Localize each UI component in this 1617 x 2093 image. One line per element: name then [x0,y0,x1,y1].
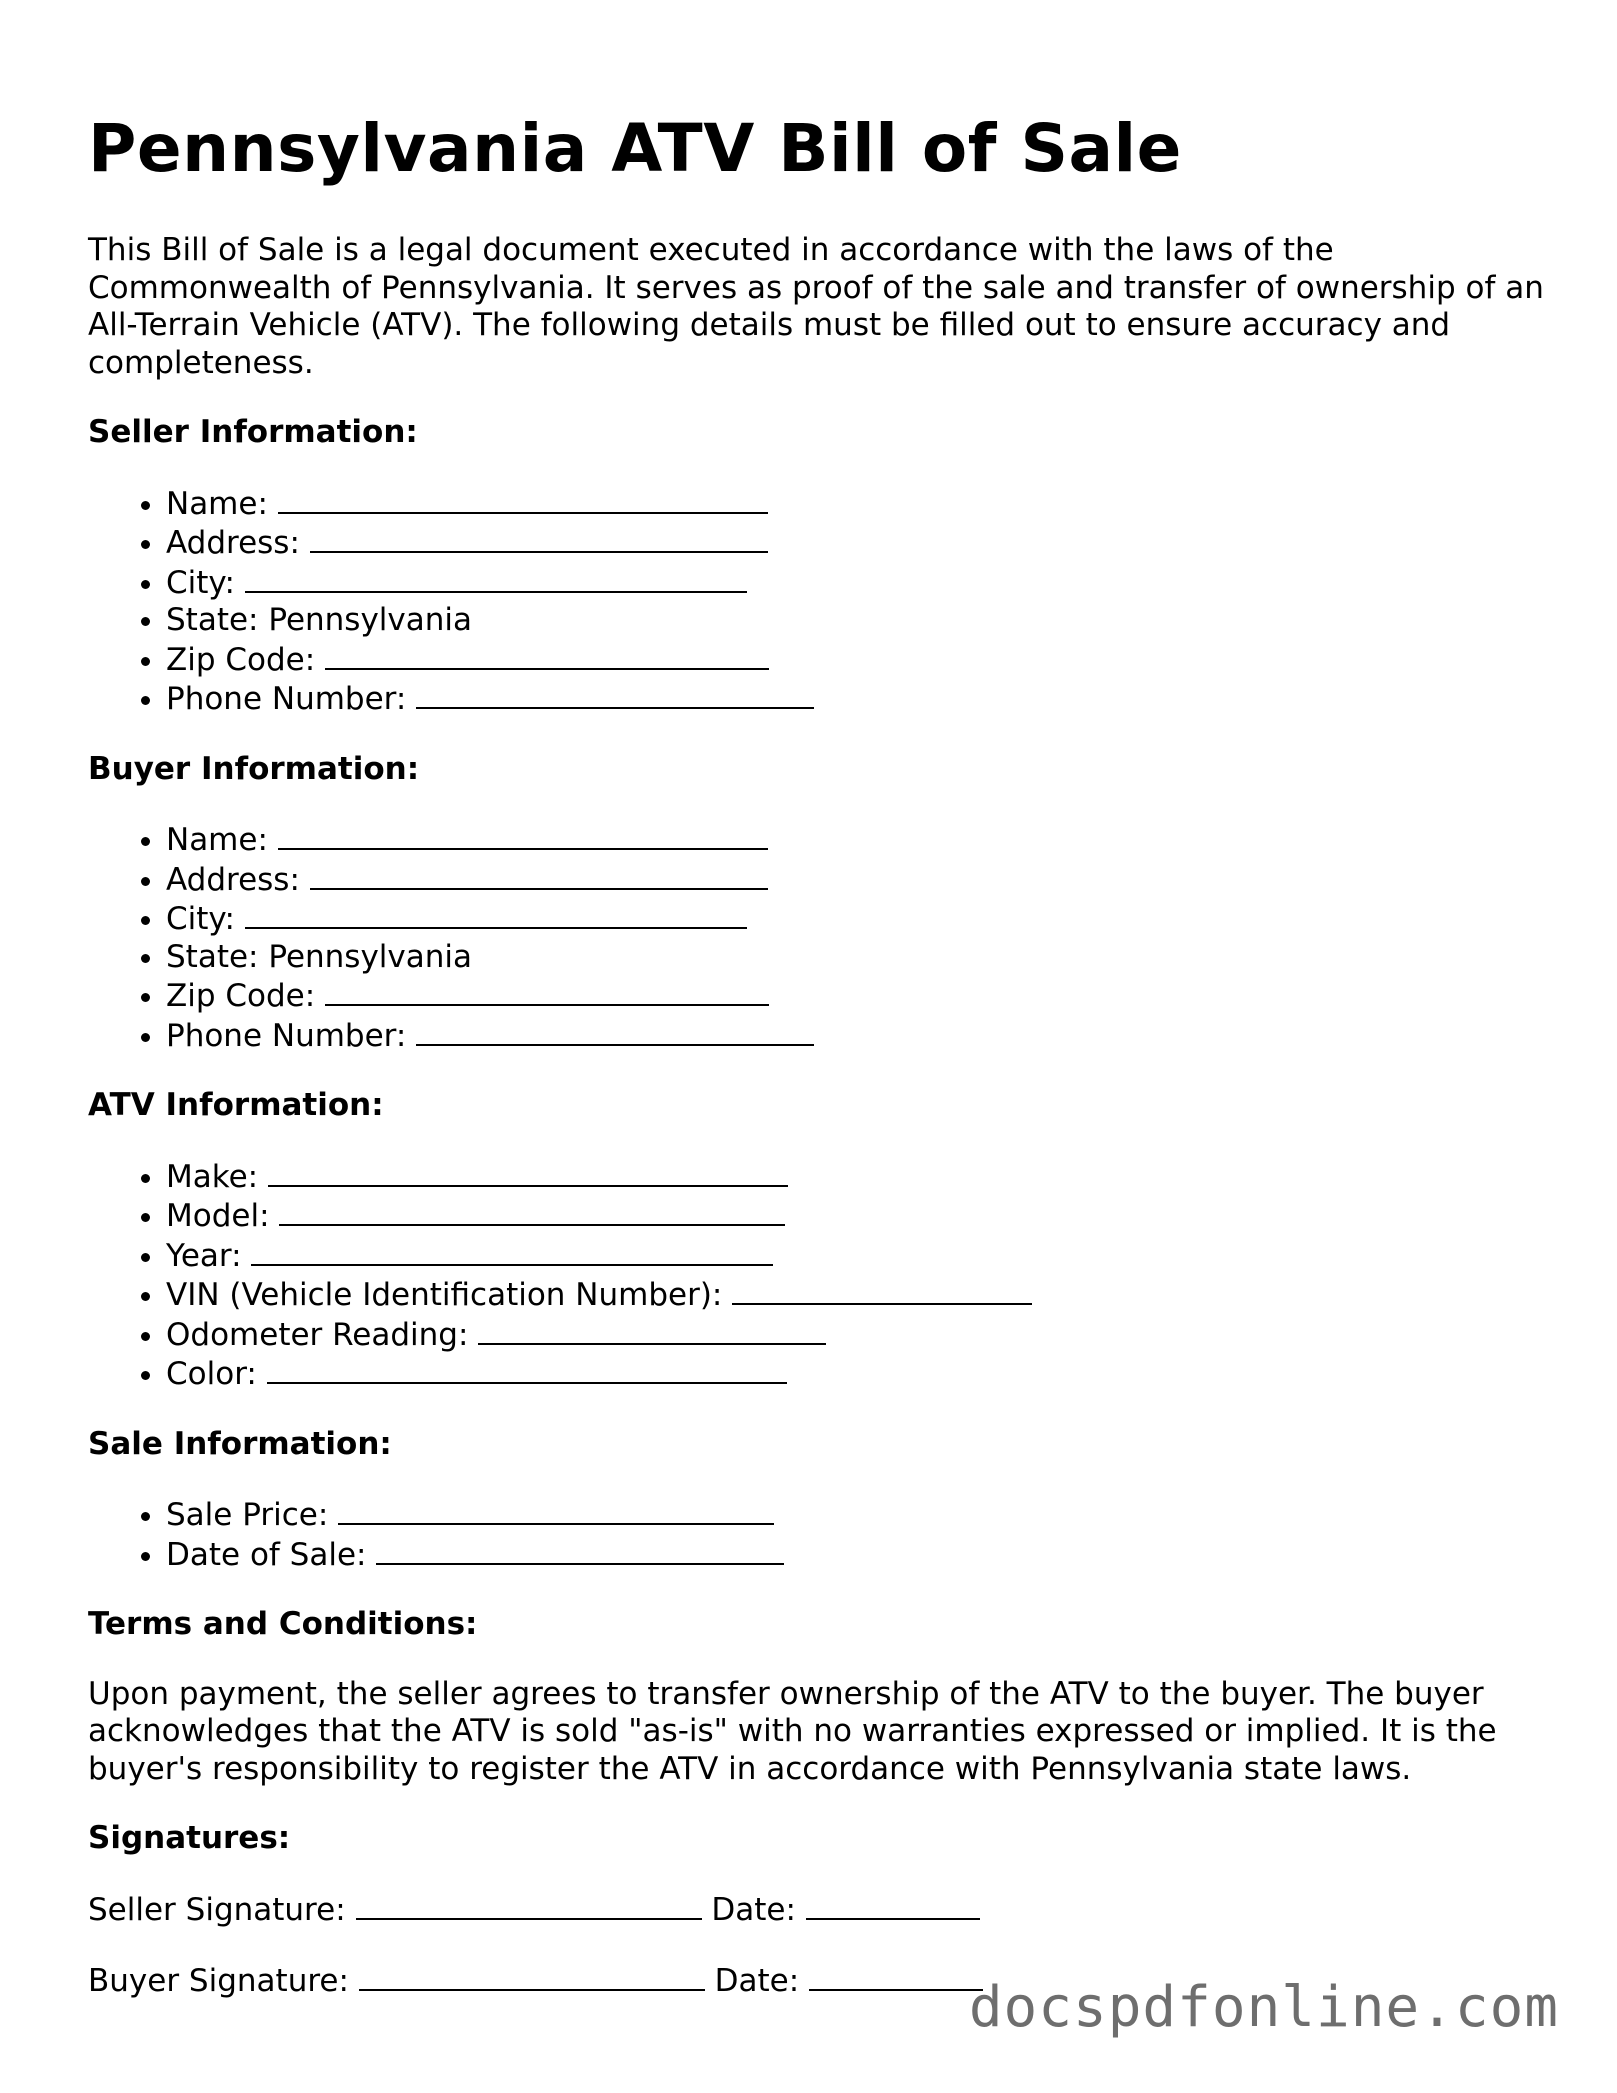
atv-color-label: Color: [166,1356,267,1392]
seller-name-item [166,484,1548,524]
buyer-state-item [166,939,1548,977]
sale-price-label: Sale Price: [166,1497,339,1533]
seller-signature-label: Seller Signature: [88,1891,356,1928]
atv-field-list [88,1157,1548,1394]
buyer-city-item [166,899,1548,939]
buyer-phone-field[interactable] [416,1016,814,1046]
seller-city-field[interactable] [245,563,747,593]
seller-date-field[interactable] [806,1890,980,1920]
seller-section [88,414,1548,719]
sale-date-field[interactable] [376,1535,784,1565]
atv-color-field[interactable] [267,1354,787,1384]
buyer-zip-field[interactable] [325,976,769,1006]
atv-model-label: Model: [166,1198,280,1234]
sale-field-list [88,1495,1548,1574]
seller-city-label: City: [166,564,245,601]
atv-odometer-label: Odometer Reading: [166,1316,479,1353]
buyer-state-label: State: Pennsylvania [166,938,473,975]
seller-phone-label: Phone Number: [166,681,417,717]
sale-section [88,1426,1548,1575]
seller-name-field[interactable] [278,484,768,514]
seller-field-list [88,484,1548,719]
sale-price-field[interactable] [338,1495,774,1525]
seller-date-label: Date: [701,1891,806,1928]
seller-address-item [166,523,1548,563]
atv-vin-item [166,1275,1548,1315]
buyer-address-label: Address: [166,861,310,898]
atv-model-field[interactable] [279,1196,785,1226]
terms-paragraph: Upon payment, the seller agrees to transfer ownership of the ATV to the buyer. The buyer acknowledges that the ATV is sold "as-is" with no warranties expressed or implied. It is the buyer's responsibility to register the ATV in accordance with Pennsylvania state laws. [88,1675,1497,1787]
sale-date-item [166,1535,1548,1575]
seller-signature-line [88,1890,1548,1930]
sale-heading: Sale Information: [88,1425,392,1462]
atv-year-label: Year: [166,1237,252,1274]
buyer-name-field[interactable] [278,820,768,850]
buyer-heading: Buyer Information: [88,750,420,787]
seller-city-item [166,563,1548,603]
sale-price-item [166,1495,1548,1535]
seller-zip-label: Zip Code: [166,641,326,678]
buyer-zip-item [166,976,1548,1016]
terms-heading: Terms and Conditions: [88,1606,478,1642]
buyer-address-field[interactable] [310,860,768,890]
buyer-name-item [166,820,1548,860]
buyer-city-label: City: [166,901,245,937]
atv-section [88,1087,1548,1394]
document-page [88,104,1548,2001]
buyer-city-field[interactable] [245,899,747,929]
buyer-phone-label: Phone Number: [166,1017,417,1054]
page-title: Pennsylvania ATV Bill of Sale [88,110,1182,187]
seller-state-label: State: Pennsylvania [166,602,473,638]
buyer-phone-item [166,1016,1548,1056]
buyer-section [88,751,1548,1056]
signatures-section [88,1820,1548,2001]
buyer-date-label: Date: [704,1963,810,1999]
buyer-name-label: Name: [166,822,278,858]
sale-date-label: Date of Sale: [166,1536,377,1573]
atv-year-field[interactable] [251,1236,773,1266]
seller-state-item [166,602,1548,640]
signatures-heading: Signatures: [88,1820,291,1856]
intro-paragraph: This Bill of Sale is a legal document executed in accordance with the laws of the Commonwealth of Pennsylvania. It serves as proof of the sale and transfer of ownership of an All-Terrain Vehicle (ATV). The following details must be filled out to ensure accuracy and completeness. [88,232,1544,381]
buyer-signature-field[interactable] [359,1961,705,1991]
seller-address-field[interactable] [310,523,768,553]
seller-name-label: Name: [166,485,278,522]
seller-phone-field[interactable] [416,679,814,709]
atv-model-item [166,1196,1548,1236]
seller-phone-item [166,679,1548,719]
seller-heading: Seller Information: [88,414,418,450]
buyer-date-field[interactable] [809,1961,983,1991]
atv-vin-label: VIN (Vehicle Identification Number): [166,1277,733,1313]
atv-make-label: Make: [166,1158,268,1195]
atv-heading: ATV Information: [88,1087,384,1123]
buyer-zip-label: Zip Code: [166,978,326,1014]
terms-section [88,1606,1548,1788]
atv-odometer-item [166,1315,1548,1355]
buyer-field-list [88,820,1548,1055]
seller-zip-field[interactable] [325,640,769,670]
buyer-signature-label: Buyer Signature: [88,1963,359,1999]
atv-vin-field[interactable] [732,1275,1032,1305]
atv-year-item [166,1236,1548,1276]
seller-address-label: Address: [166,525,310,561]
seller-signature-field[interactable] [356,1890,702,1920]
atv-color-item [166,1354,1548,1394]
watermark: docspdfonline.com [968,1975,1559,2040]
buyer-address-item [166,860,1548,900]
atv-odometer-field[interactable] [478,1315,826,1345]
atv-make-item [166,1157,1548,1197]
seller-zip-item [166,640,1548,680]
atv-make-field[interactable] [268,1157,788,1187]
